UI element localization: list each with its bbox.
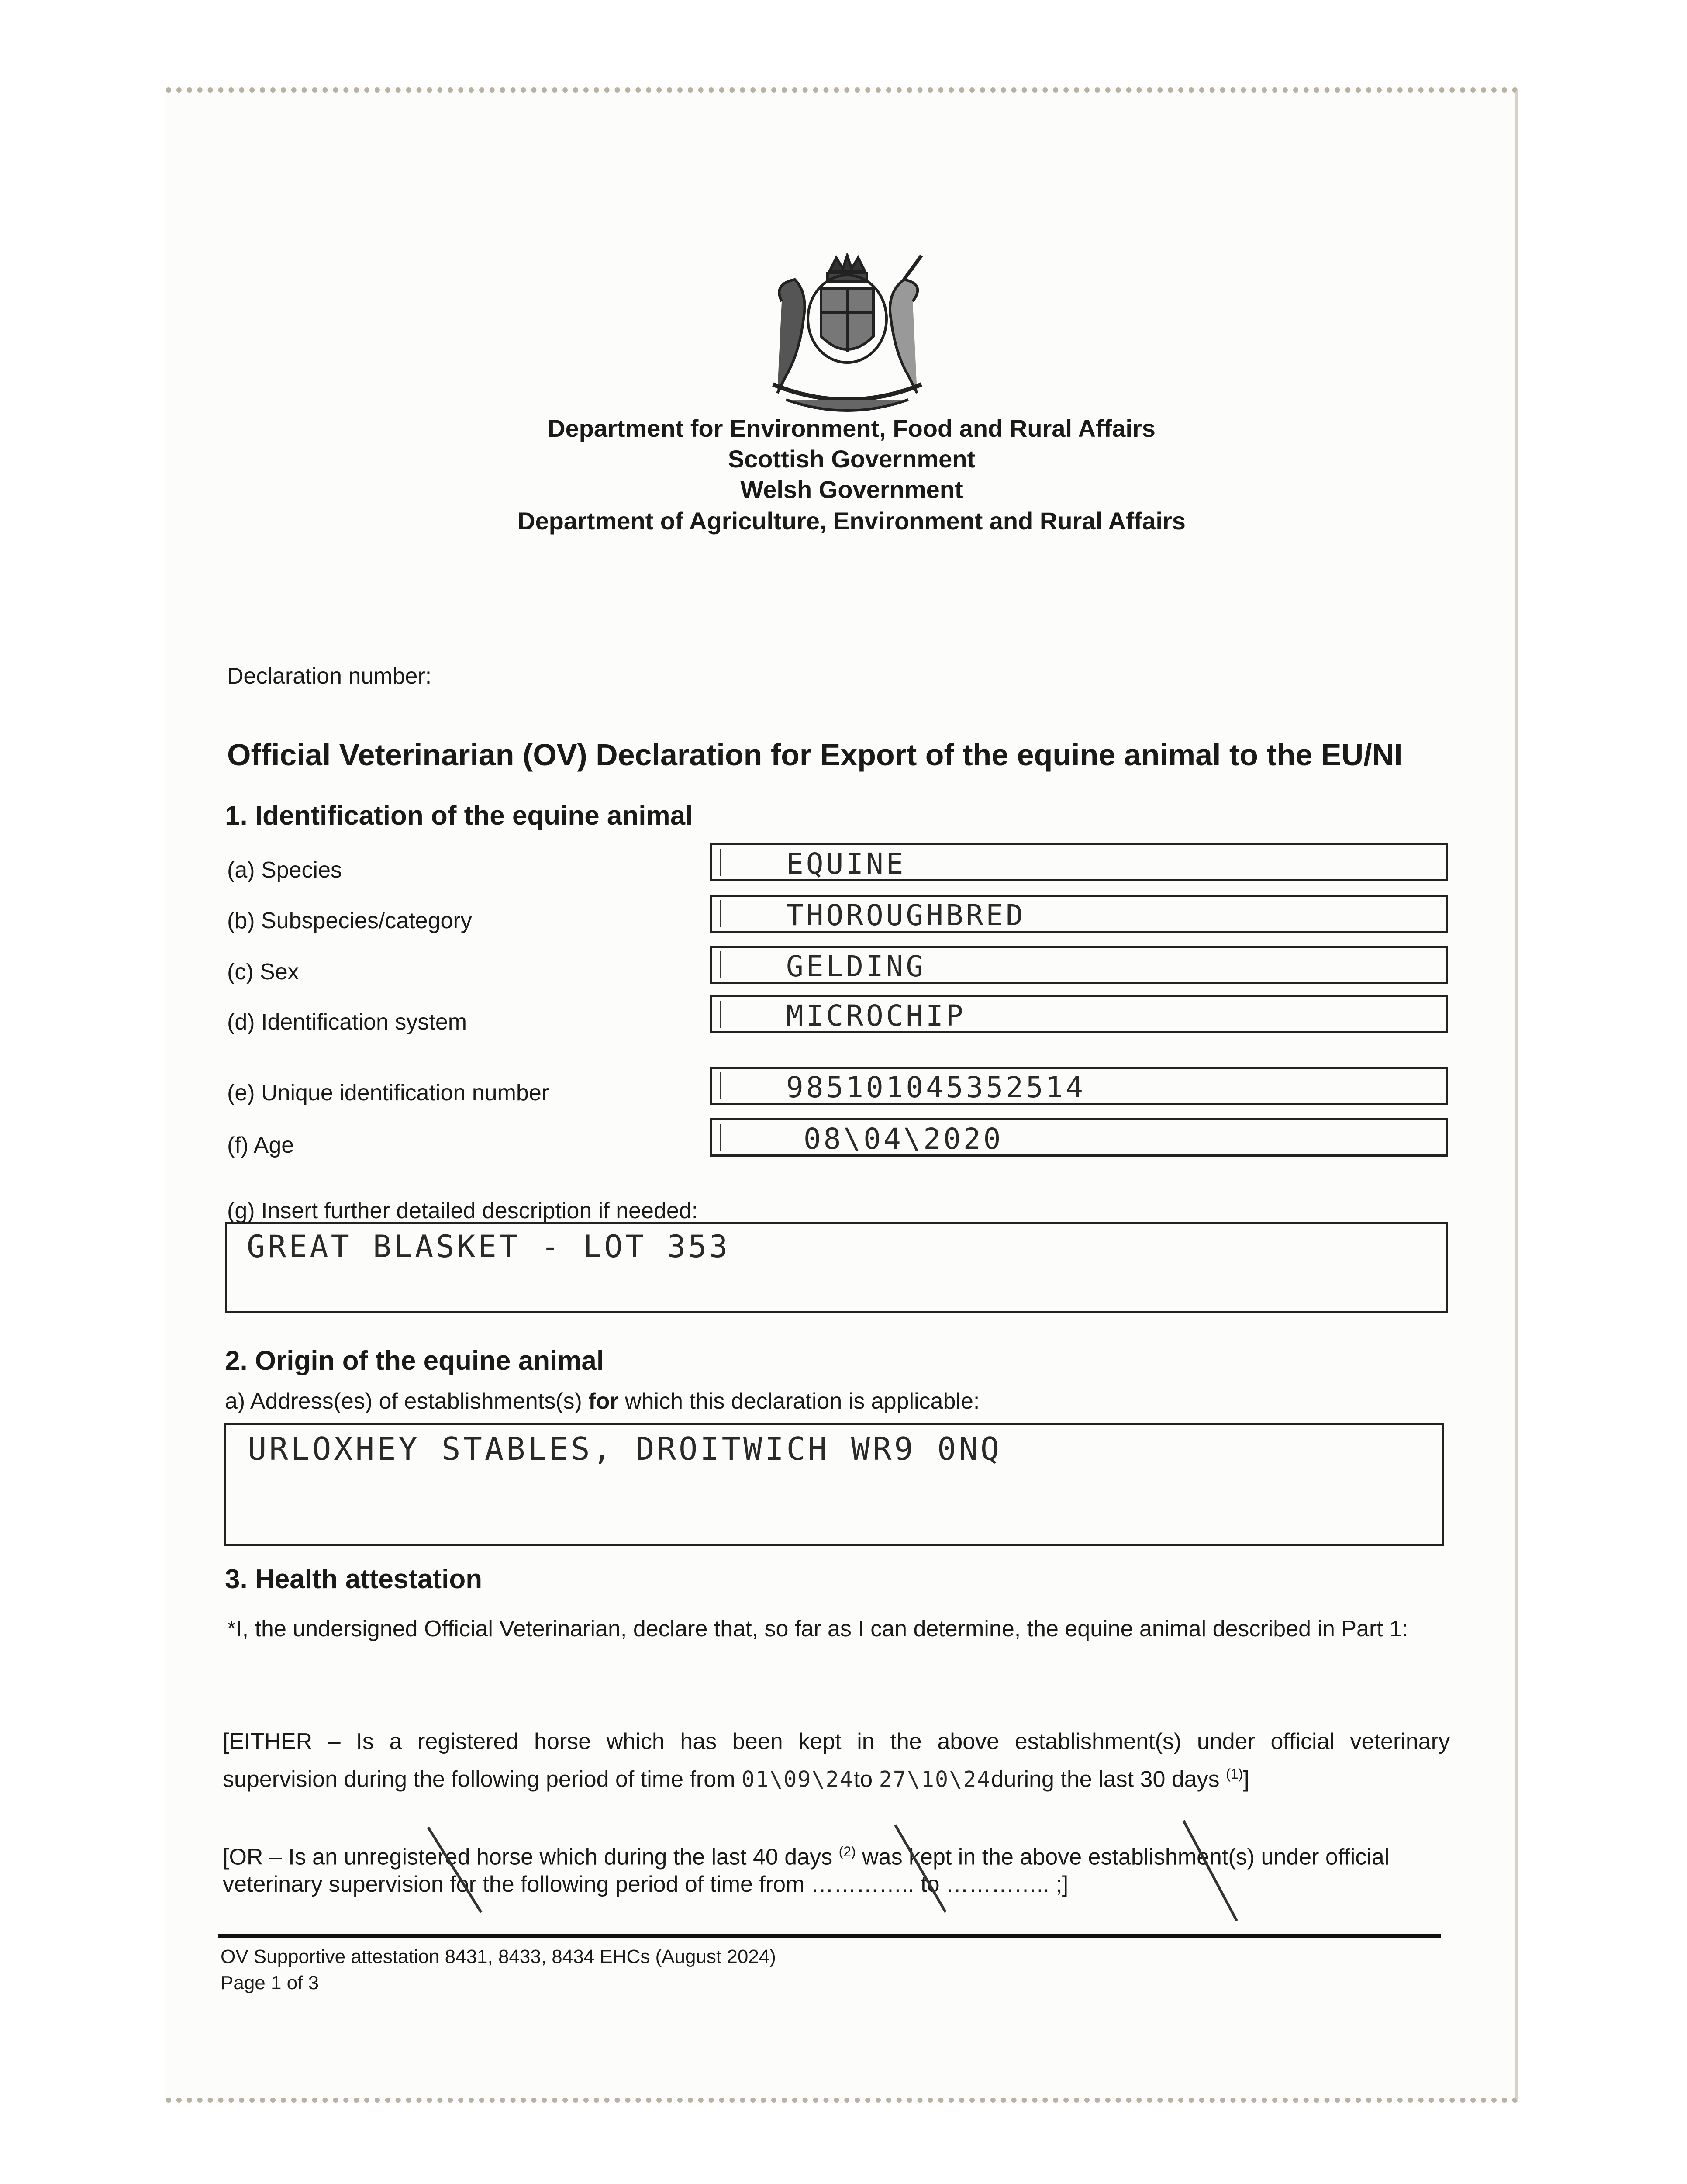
either-line1: [EITHER – Is a registered horse which has been kept in the above establishment(s) under official veterinary bbox=[223, 1729, 1450, 1754]
or-line1-pre: [OR – Is an unregistered horse which during the last 40 days bbox=[223, 1844, 839, 1870]
sex-field[interactable] bbox=[710, 946, 1448, 984]
field-tick bbox=[720, 849, 721, 876]
uid-field[interactable] bbox=[710, 1067, 1448, 1105]
declaration-number-label: Declaration number: bbox=[227, 663, 432, 689]
section1-heading: 1. Identification of the equine animal bbox=[225, 801, 693, 831]
address-field[interactable] bbox=[224, 1423, 1444, 1546]
field-tick bbox=[720, 951, 721, 978]
either-to-date[interactable]: 27\10\24 bbox=[879, 1766, 991, 1792]
either-to-word: to bbox=[853, 1766, 879, 1792]
species-field[interactable] bbox=[710, 843, 1448, 881]
footer-attestation: OV Supportive attestation 8431, 8433, 8434 EHCs (August 2024) bbox=[221, 1946, 776, 1967]
subspecies-field[interactable] bbox=[710, 895, 1448, 933]
species-value: EQUINE bbox=[786, 847, 906, 881]
or-footnote: (2) bbox=[838, 1844, 856, 1859]
age-field[interactable] bbox=[710, 1118, 1448, 1157]
description-field[interactable] bbox=[225, 1222, 1448, 1313]
header-scottish-government: Scottish Government bbox=[728, 445, 976, 473]
subspecies-label: (b) Subspecies/category bbox=[227, 908, 472, 933]
address-value: URLOXHEY STABLES, DROITWICH WR9 0NQ bbox=[248, 1431, 1002, 1467]
uid-value: 985101045352514 bbox=[786, 1071, 1086, 1104]
health-intro: *I, the undersigned Official Veterinarian, declare that, so far as I can determine, the equine animal described in Part 1: bbox=[227, 1616, 1408, 1641]
address-label-bold: for bbox=[588, 1389, 619, 1414]
section2-heading: 2. Origin of the equine animal bbox=[225, 1346, 604, 1376]
royal-coat-of-arms-icon bbox=[756, 253, 939, 419]
species-label: (a) Species bbox=[227, 857, 342, 883]
section3-heading: 3. Health attestation bbox=[225, 1564, 483, 1594]
either-line2-pre: supervision during the following period of time from bbox=[223, 1766, 742, 1792]
either-close: ] bbox=[1243, 1766, 1249, 1792]
uid-label: (e) Unique identification number bbox=[227, 1080, 549, 1106]
description-value: GREAT BLASKET - LOT 353 bbox=[247, 1229, 731, 1265]
footer-divider bbox=[218, 1934, 1441, 1938]
header-daera: Department of Agriculture, Environment and Rural Affairs bbox=[517, 507, 1186, 535]
sex-value: GELDING bbox=[786, 950, 926, 983]
document-title: Official Veterinarian (OV) Declaration for Export of the equine animal to the EU/NI bbox=[227, 738, 1403, 772]
either-from-date[interactable]: 01\09\24 bbox=[741, 1766, 854, 1792]
either-line2-post: during the last 30 days bbox=[991, 1766, 1226, 1792]
footer-page-number: Page 1 of 3 bbox=[221, 1972, 319, 1994]
age-label: (f) Age bbox=[227, 1133, 294, 1158]
either-line2 bbox=[223, 1757, 1249, 1796]
or-line1-post: was kept in the above establishment(s) under official bbox=[856, 1844, 1390, 1870]
address-label-pre: a) Address(es) of establishments(s) bbox=[225, 1389, 589, 1414]
field-tick bbox=[720, 1001, 721, 1028]
description-label: (g) Insert further detailed description if needed: bbox=[227, 1198, 698, 1223]
idsystem-value: MICROCHIP bbox=[786, 999, 966, 1033]
subspecies-value: THOROUGHBRED bbox=[786, 898, 1026, 932]
or-line2: veterinary supervision for the following period of time from ………….. to ………….. ;] bbox=[223, 1872, 1069, 1897]
idsystem-label: (d) Identification system bbox=[227, 1009, 467, 1035]
field-tick bbox=[720, 1124, 721, 1151]
either-footnote: (1) bbox=[1226, 1766, 1243, 1782]
header-defra: Department for Environment, Food and Rural Affairs bbox=[548, 415, 1156, 442]
age-value: 08\04\2020 bbox=[804, 1122, 1004, 1156]
field-tick bbox=[720, 900, 721, 927]
address-label-post: which this declaration is applicable: bbox=[618, 1389, 980, 1414]
idsystem-field[interactable] bbox=[710, 995, 1448, 1033]
address-label bbox=[225, 1388, 980, 1414]
header-welsh-government: Welsh Government bbox=[740, 476, 963, 503]
sex-label: (c) Sex bbox=[227, 959, 299, 985]
field-tick bbox=[720, 1072, 721, 1099]
